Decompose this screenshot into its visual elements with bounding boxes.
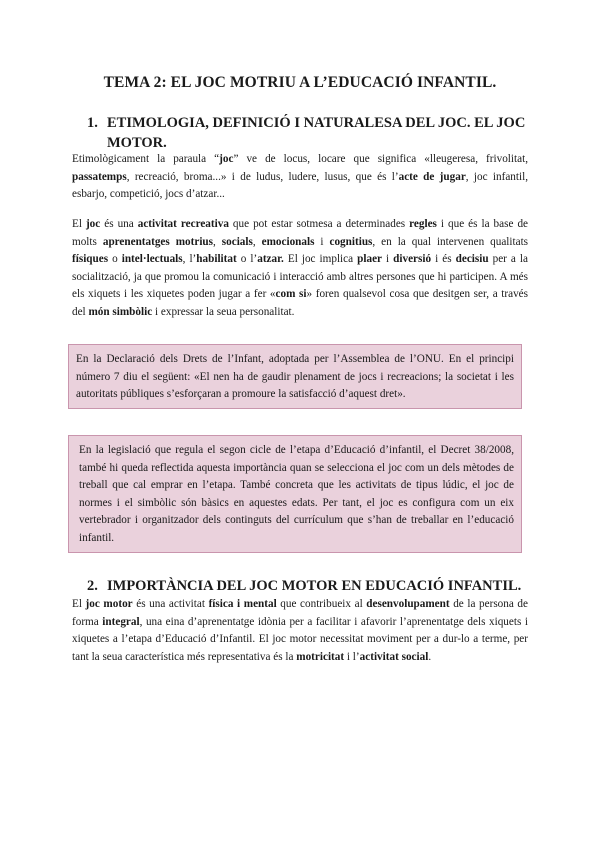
un-declaration-text: En la Declaració dels Drets de l’Infant, adoptada per l’Assemblea de l’ONU. En el principi número 7 diu el següent: «El nen ha de gaudir plenament de jocs i recreacions; la societat i les autoritats públiques s’esforçaran a promoure la satisfacció d’aquest dret». <box>76 353 514 401</box>
bold-term: joc <box>219 153 234 165</box>
motor-play-paragraph: El joc motor és una activitat física i mental que contribueix al desenvolupament de la persona de forma integral, una eina d’aprenentatge idònia per a facilitar i afavorir l’aprenentatge dels xiquets i xiquetes a l’etapa d’Educació d’Infantil. El joc motor necessitat moviment per a dur-lo a terme, per tant la seua característica més representativa és la motricitat i l’activitat social. <box>72 598 529 663</box>
section-2-title: IMPORTÀNCIA DEL JOC MOTOR EN EDUCACIÓ INFANTIL. <box>107 578 522 594</box>
bold-term: socials <box>221 235 253 248</box>
bold-term: joc <box>85 218 101 230</box>
section-1-title: ETIMOLOGIA, DEFINICIÓ I NATURALESA DEL JOC. EL JOC MOTOR. <box>107 115 526 151</box>
bold-term: diversió <box>393 253 432 265</box>
document-title: TEMA 2: EL JOC MOTRIU A L’EDUCACIÓ INFANTIL. <box>103 74 497 91</box>
bold-term: passatemps <box>72 170 127 183</box>
bold-term: activitat recreativa <box>137 218 229 230</box>
section-2-number: 2. <box>87 578 98 594</box>
bold-term: aprenentatges motrius <box>102 235 214 248</box>
section-2-heading <box>87 576 527 596</box>
section-1-number: 1. <box>87 115 98 131</box>
bold-term: atzar. <box>257 253 284 265</box>
bold-term: habilitat <box>196 253 237 265</box>
bold-term: físiques <box>72 253 109 265</box>
bold-term: física i mental <box>208 598 277 610</box>
bold-term: joc motor <box>85 598 133 610</box>
bold-term: cognitius <box>329 235 373 248</box>
legislation-box <box>68 435 522 553</box>
bold-term: món simbòlic <box>88 305 153 318</box>
bold-term: acte de jugar <box>398 170 466 183</box>
un-declaration-box <box>68 344 522 409</box>
bold-term: com si <box>275 288 307 300</box>
bold-term: intel·lectuals <box>121 253 183 265</box>
bold-term: plaer <box>357 253 382 265</box>
bold-term: decisiu <box>455 253 489 265</box>
bold-term: activitat social <box>359 650 429 663</box>
bold-term: desenvolupament <box>366 598 450 610</box>
section-1-heading <box>87 113 527 153</box>
legislation-text: En la legislació que regula el segon cicle de l’etapa d’Educació d’infantil, el Decret 38/2008, també hi queda reflectida aquesta importància quan se selecciona el joc com un dels mètodes de treball que cal emprar en l’etapa. També concreta que les activitats de tipus lúdic, el joc de normes i el simbòlic són bàsics en aquestes edats. Per tant, el joc es configura com un eix vertebrador i organitzador dels continguts del currículum que s’han de treballar en l’educació infantil. <box>79 444 514 544</box>
etymology-paragraph: Etimològicament la paraula “joc” ve de locus, locare que significa «lleugeresa, frivolitat, passatemps, recreació, broma...» i de ludus, ludere, lusus, que és l’acte de jugar, joc infantil, esbarjo, competició, jocs d’atzar... <box>72 153 529 200</box>
bold-term: integral <box>102 615 140 628</box>
bold-term: motricitat <box>296 650 345 663</box>
bold-term: regles <box>409 218 437 230</box>
bold-term: emocionals <box>261 235 315 248</box>
definition-paragraph: El joc és una activitat recreativa que pot estar sotmesa a determinades regles i que és la base de molts aprenentatges motrius, socials, emocionals i cognitius, en la qual intervenen qualitats físiques o intel·lectuals, l’habilitat o l’atzar. El joc implica plaer i diversió i és decisiu per a la socialització, ja que promou la comunicació i interacció amb altres persones que hi participen. A més els xiquets i les xiquetes poden jugar a fer «com si» foren qualsevol cosa que desitgen ser, a través del món simbòlic i expressar la seua personalitat. <box>72 218 529 318</box>
